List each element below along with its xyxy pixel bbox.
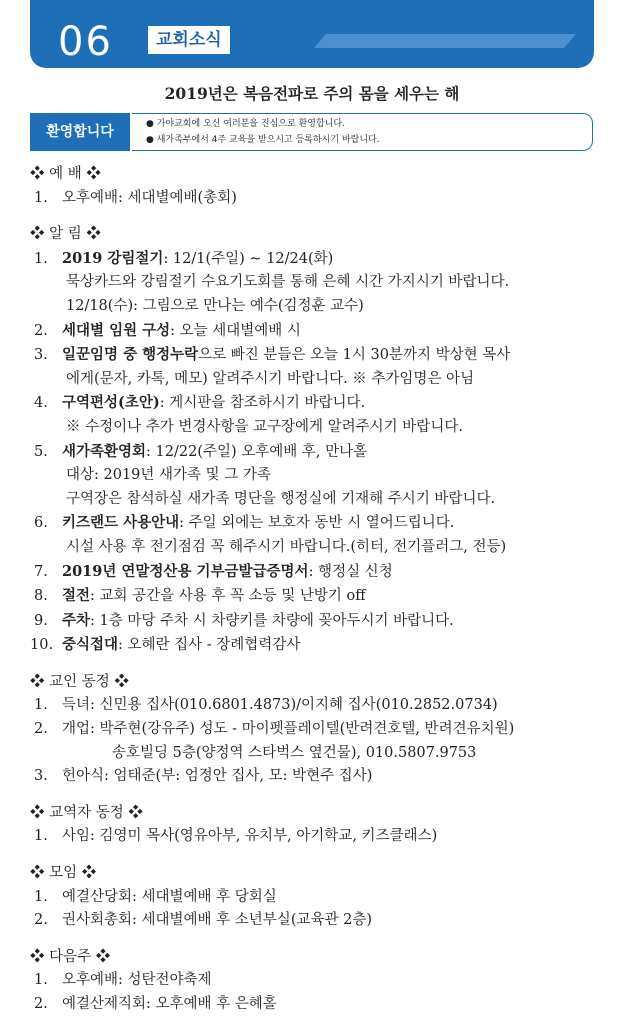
welcome-line: ● 새가족부에서 4주 교육을 받으시고 등록하시기 바랍니다. bbox=[146, 135, 380, 145]
list-item-detail: 대상: 2019년 새가족 및 그 가족 bbox=[66, 467, 271, 484]
worship-heading: ❖ 예 배 ❖ bbox=[30, 166, 101, 182]
section-number: 06 bbox=[58, 19, 113, 65]
list-item-detail: 송호빌딩 5층(양정역 스타벅스 옆건물), 010.5807.9753 bbox=[112, 744, 477, 761]
notices-heading: ❖ 알 림 ❖ bbox=[30, 226, 101, 243]
list-item: 10. 중식접대: 오혜란 집사 - 장례협력감사 bbox=[30, 636, 301, 654]
list-item: 3. 헌아식: 엄태준(부: 엄정안 집사, 모: 박현주 집사) bbox=[34, 768, 373, 785]
list-item: 1. 예결산당회: 세대별예배 후 당회실 bbox=[34, 888, 277, 905]
list-item: 2. 권사회총회: 세대별예배 후 소년부실(교육관 2층) bbox=[34, 912, 372, 929]
list-item: 8. 절전: 교회 공간을 사용 후 꼭 소등 및 난방기 off bbox=[34, 587, 366, 605]
news-content bbox=[30, 163, 610, 1017]
list-item: 2. 개업: 박주현(강유주) 성도 - 마이펫플레이텔(반려견호텔, 반려견유치원) bbox=[34, 721, 515, 738]
header-stripe bbox=[314, 34, 576, 48]
list-item: 5. 새가족환영회: 12/22(주일) 오후예배 후, 만나홀 bbox=[34, 442, 368, 460]
list-item-detail: 에게(문자, 카톡, 메모) 알려주시기 바랍니다. ※ 추가임명은 아님 bbox=[66, 370, 475, 387]
list-item-detail: ※ 수정이나 추가 변경사항을 교구장에게 알려주시기 바랍니다. bbox=[66, 418, 463, 435]
staff-heading: ❖ 교역자 동정 ❖ bbox=[30, 804, 143, 821]
list-item: 9. 주차: 1층 마당 주차 시 차량키를 차량에 꽂아두시기 바랍니다. bbox=[34, 611, 454, 629]
list-item-detail: 시설 사용 후 전기점검 꼭 해주시기 바랍니다.(히터, 전기플러그, 전등) bbox=[66, 538, 507, 555]
section-header bbox=[30, 0, 594, 68]
welcome-line: ● 가야교회에 오신 여러분을 진심으로 환영합니다. bbox=[146, 119, 345, 129]
church-motto: 2019년은 복음전파로 주의 몸을 세우는 해 bbox=[164, 84, 460, 103]
meetings-heading: ❖ 모임 ❖ bbox=[30, 865, 97, 882]
list-item: 1. 오후예배: 성탄전야축제 bbox=[34, 972, 212, 989]
list-item: 2. 예결산제직회: 오후예배 후 은혜홀 bbox=[34, 996, 277, 1012]
list-item-detail: 구역장은 참석하실 새가족 명단을 행정실에 기재해 주시기 바랍니다. bbox=[66, 490, 496, 507]
list-item: 6. 키즈랜드 사용안내: 주일 외에는 보호자 동반 시 열어드립니다. bbox=[34, 514, 455, 532]
list-item: 1. 2019 강림절기: 12/1(주일) ~ 12/24(화) bbox=[34, 249, 334, 267]
welcome-box bbox=[132, 113, 593, 151]
welcome-label: 환영합니다 bbox=[30, 113, 130, 151]
list-item: 4. 구역편성(초안): 게시판을 참조하시기 바랍니다. bbox=[34, 394, 366, 412]
list-item: 7. 2019년 연말정산용 기부금발급증명서: 행정실 신청 bbox=[34, 562, 393, 580]
list-item: 1. 오후예배: 세대별예배(총회) bbox=[34, 189, 237, 206]
members-heading: ❖ 교인 동정 ❖ bbox=[30, 673, 129, 690]
list-item-detail: 묵상카드와 강림절기 수요기도회를 통해 은혜 시간 가지시기 바랍니다. bbox=[66, 274, 510, 291]
list-item-detail: 12/18(수): 그림으로 만나는 예수(김정훈 교수) bbox=[66, 297, 364, 314]
list-item: 1. 사임: 김영미 목사(영유아부, 유치부, 아기학교, 키즈클래스) bbox=[34, 828, 438, 845]
list-item: 1. 득녀: 신민용 집사(010.6801.4873)/이지혜 집사(010.2852.0734) bbox=[34, 697, 498, 714]
list-item: 3. 일꾼임명 중 행정누락으로 빠진 분들은 오늘 1시 30분까지 박상현 목사 bbox=[34, 346, 511, 364]
section-title: 교회소식 bbox=[148, 26, 230, 54]
list-item: 2. 세대별 임원 구성: 오늘 세대별예배 시 bbox=[34, 321, 301, 339]
welcome-panel bbox=[30, 113, 594, 151]
nextweek-heading: ❖ 다음주 ❖ bbox=[30, 948, 111, 965]
